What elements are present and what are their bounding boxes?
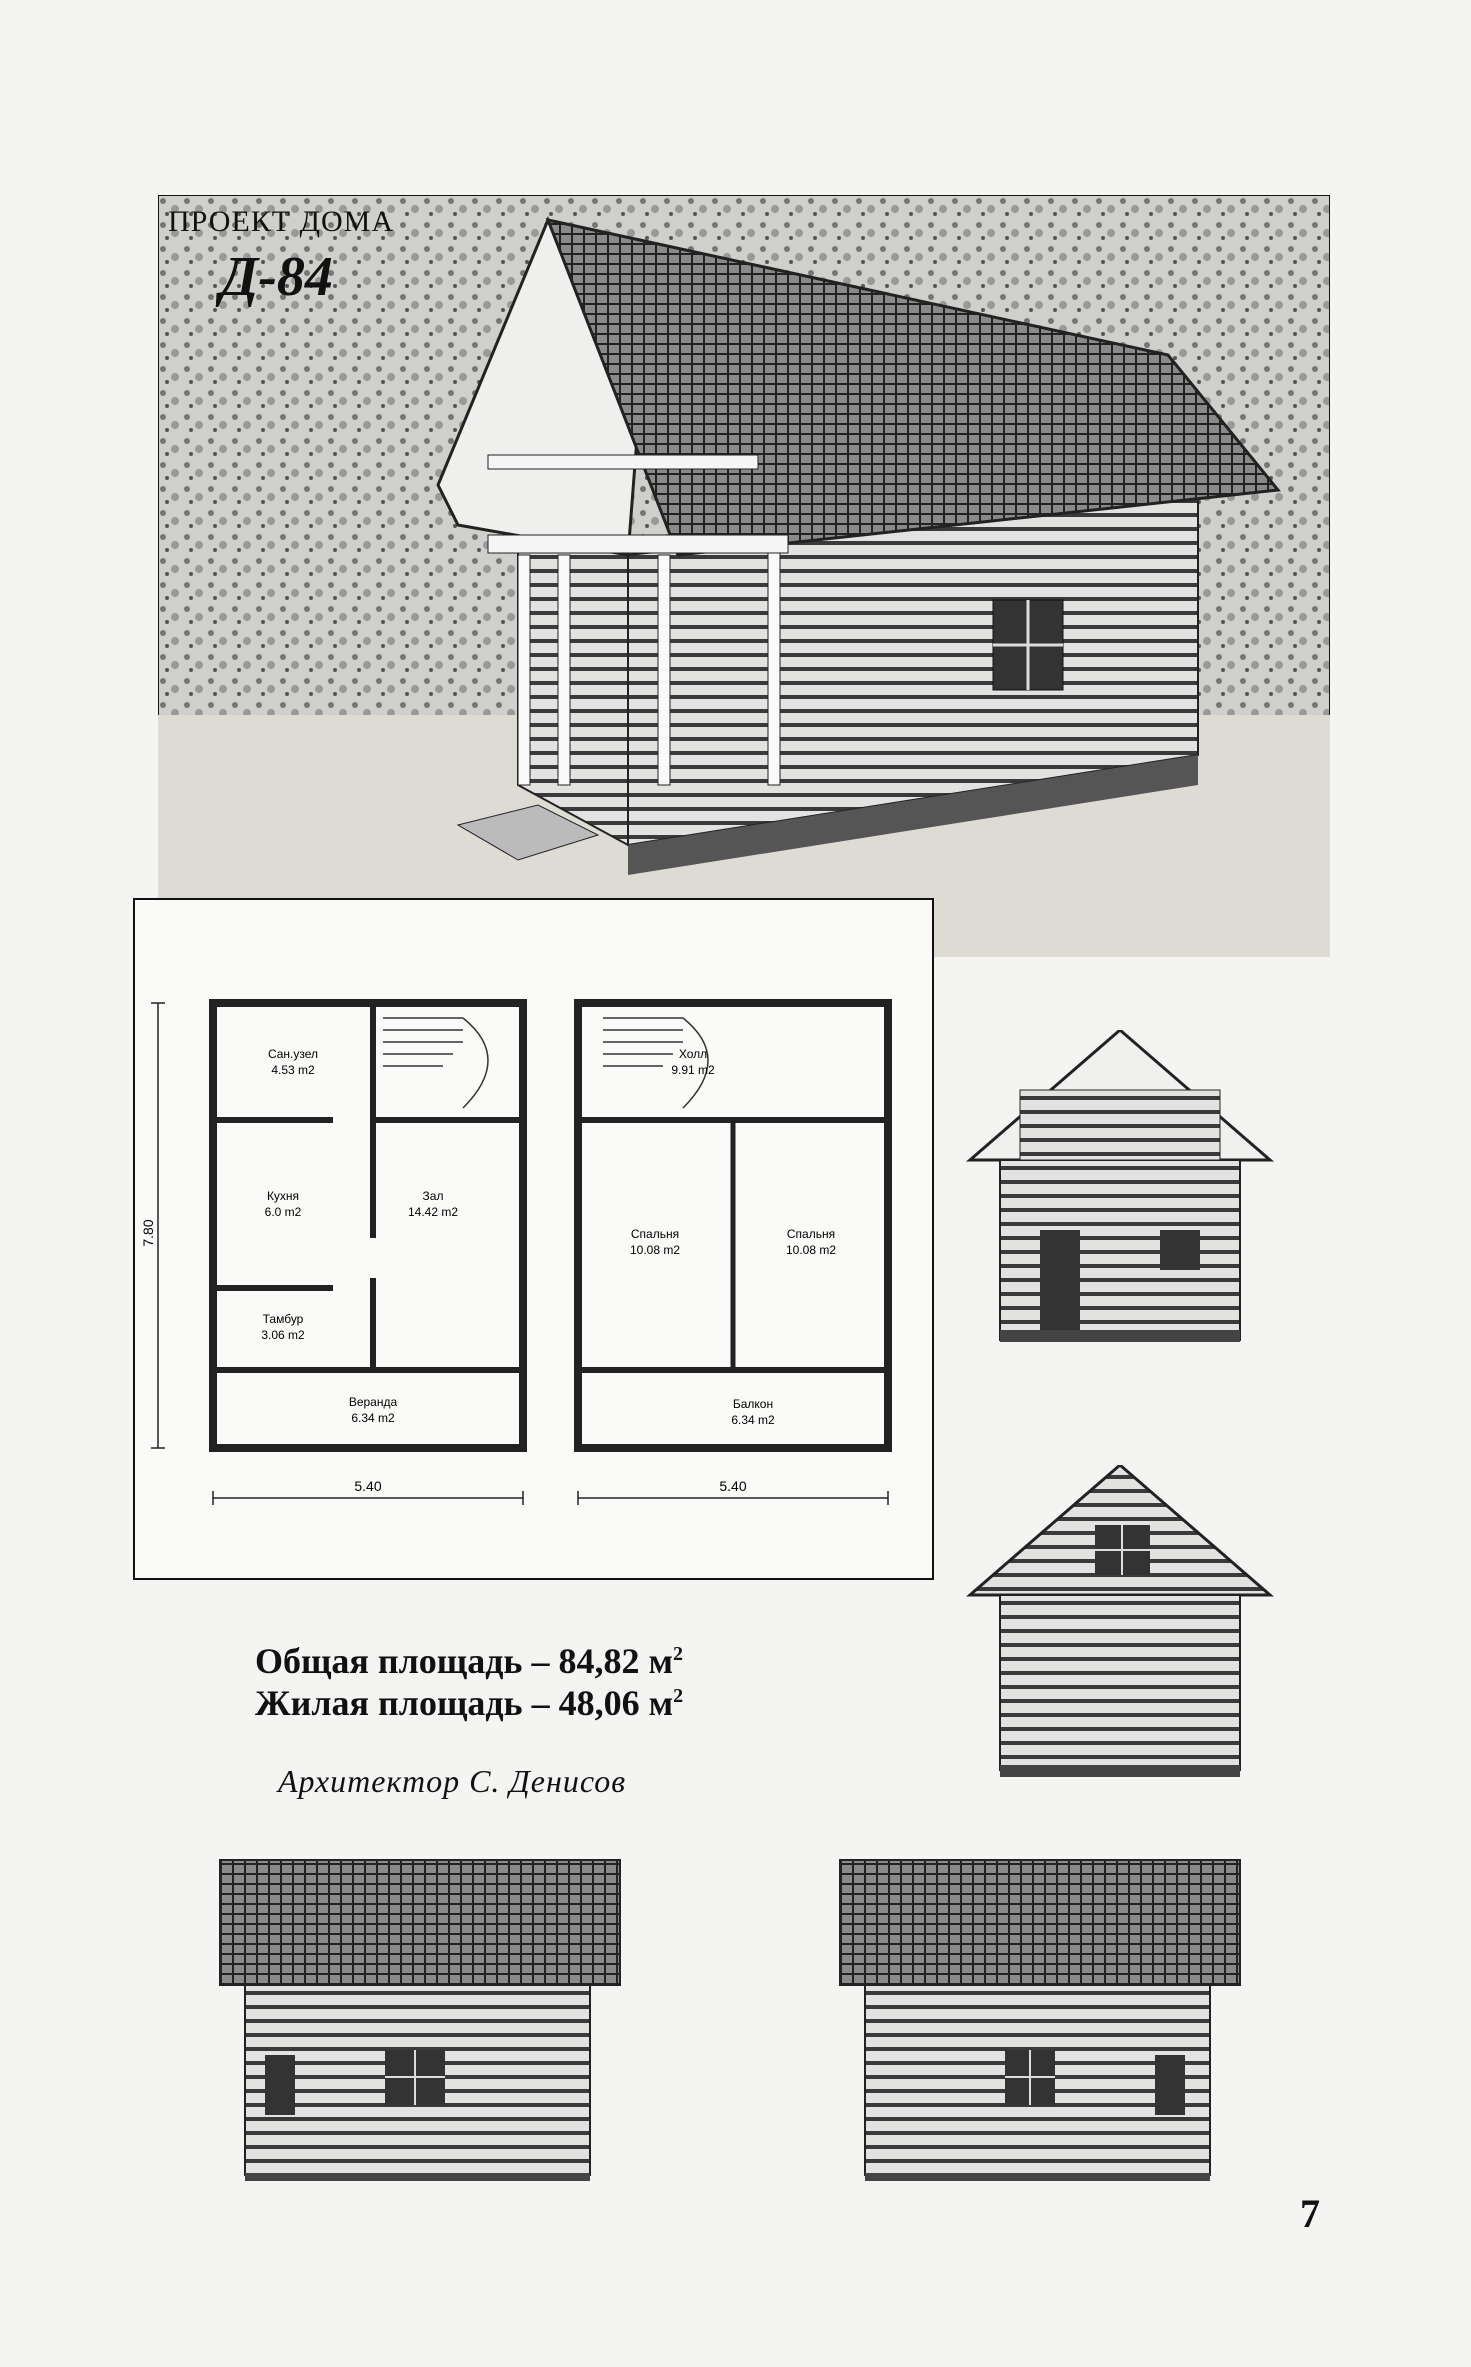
dim-height: 7.80: [140, 1219, 156, 1247]
architect: Архитектор С. Денисов: [278, 1763, 627, 1799]
room-area-tambur: 3.06 m2: [261, 1328, 305, 1342]
rear-elevation-right: [835, 1855, 1245, 2185]
room-area-balkon: 6.34 m2: [731, 1413, 775, 1427]
room-name-sanuzel: Сан.узел: [267, 1047, 319, 1061]
room-name-veranda: Веранда: [348, 1395, 398, 1409]
room-name-balkon: Балкон: [732, 1397, 774, 1411]
room-name-tambur: Тамбур: [262, 1312, 304, 1326]
room-name-spalnya-1: Спальня: [630, 1227, 680, 1241]
total-area: Общая площадь – 84,82 $м^2$: [255, 1641, 683, 1681]
project-code: Д-84: [220, 246, 333, 308]
room-area-spalnya-1: 10.08 m2: [629, 1243, 681, 1257]
side-elevation: [960, 1465, 1280, 1785]
room-name-kuhnya: Кухня: [266, 1189, 300, 1203]
floor-plans: [133, 898, 934, 1580]
page-number: 7: [1300, 2191, 1320, 2236]
room-name-holl: Холл: [678, 1047, 708, 1061]
room-area-sanuzel: 4.53 m2: [271, 1063, 315, 1077]
front-elevation: [960, 1030, 1280, 1350]
room-area-kuhnya: 6.0 m2: [264, 1205, 302, 1219]
room-area-veranda: 6.34 m2: [351, 1411, 395, 1425]
room-area-holl: 9.91 m2: [671, 1063, 715, 1077]
dim-width-upper: 5.40: [719, 1478, 747, 1494]
rear-elevation-left: [215, 1855, 625, 2185]
house-photo: [158, 195, 1330, 957]
room-area-spalnya-2: 10.08 m2: [785, 1243, 837, 1257]
living-area: Жилая площадь – 48,06 $м^2$: [255, 1683, 684, 1723]
project-title: ПРОЕКТ ДОМА: [168, 205, 395, 238]
room-area-zal: 14.42 m2: [407, 1205, 459, 1219]
dim-width-ground: 5.40: [354, 1478, 382, 1494]
room-name-zal: Зал: [422, 1189, 444, 1203]
room-name-spalnya-2: Спальня: [786, 1227, 836, 1241]
